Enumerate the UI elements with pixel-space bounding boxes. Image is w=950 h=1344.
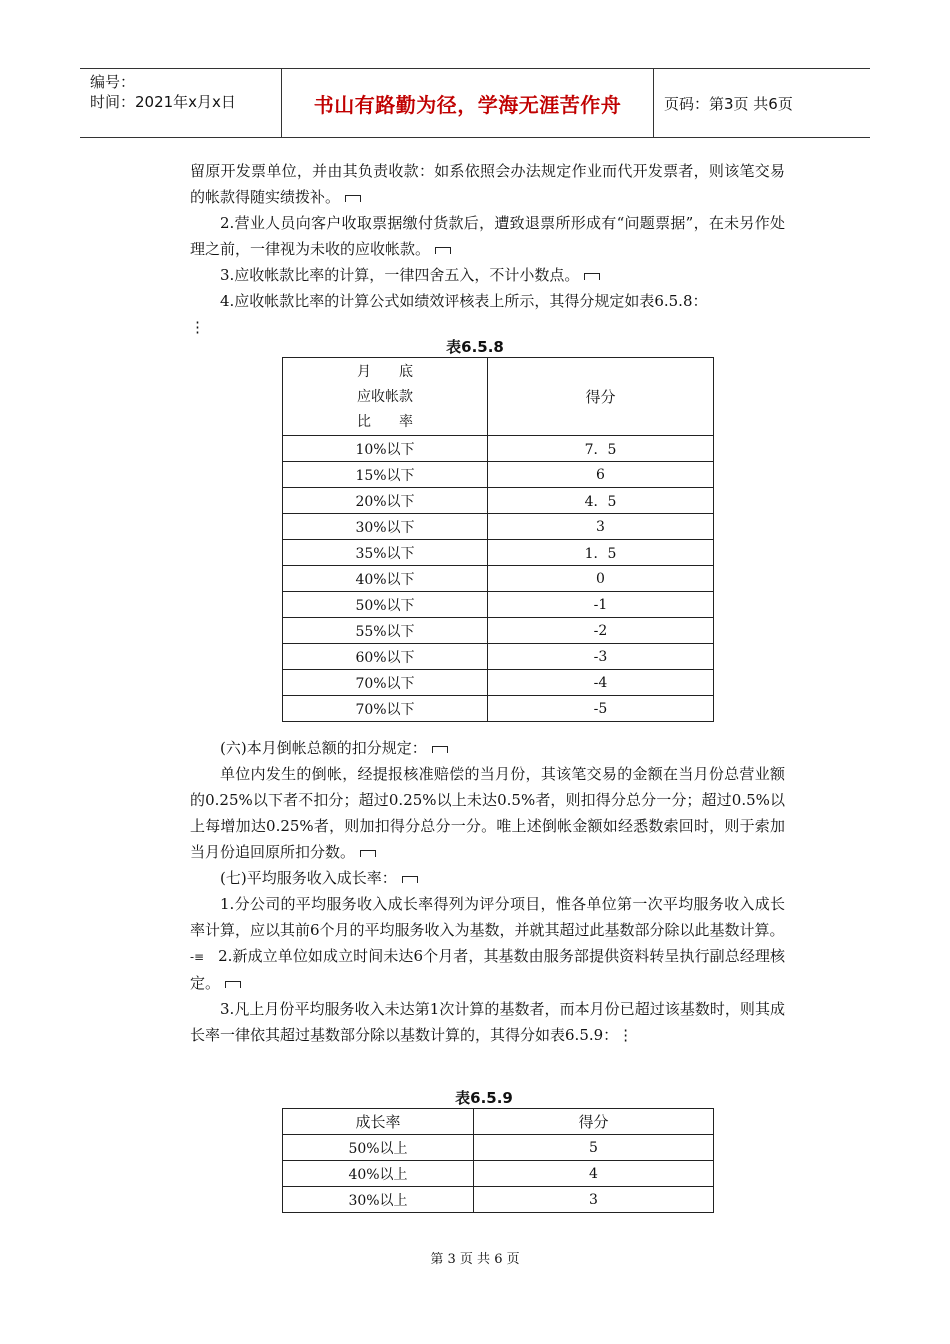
table-cell: 70%以下 — [283, 696, 488, 722]
table-row — [283, 1187, 714, 1213]
table-cell: 6 — [488, 462, 714, 488]
body-mid — [190, 735, 785, 1048]
table-row — [283, 540, 714, 566]
header-line: 比 率 — [357, 414, 413, 430]
score-table-receivables — [282, 357, 714, 722]
table-cell: 35%以下 — [283, 540, 488, 566]
paragraph: 2.营业人员向客户收取票据缴付货款后，遭致退票所形成有“问题票据”，在未另作处理之前，一律视为未收的应收帐款。 — [190, 214, 785, 258]
table-cell: 10%以下 — [283, 436, 488, 462]
table-row — [283, 1161, 714, 1187]
date-label: 时间：2021年x月x日 — [90, 93, 236, 111]
header-page-info: 页码：第3页 共6页 — [664, 94, 793, 113]
return-mark-icon — [435, 247, 451, 254]
body-top — [190, 158, 785, 340]
stray-mark: -≡ — [190, 950, 205, 964]
table-row — [283, 462, 714, 488]
table-row — [283, 514, 714, 540]
table-cell: -4 — [488, 670, 714, 696]
return-mark-icon — [432, 746, 448, 753]
return-mark-icon — [402, 876, 418, 883]
table-cell: 4 — [474, 1161, 714, 1187]
table-cell: -3 — [488, 644, 714, 670]
table-cell: 5 — [474, 1135, 714, 1161]
table-cell: 3 — [474, 1187, 714, 1213]
section-heading: (七)平均服务收入成长率： — [190, 865, 785, 891]
header-line: 月 底 — [357, 364, 413, 380]
table-cell: 60%以下 — [283, 644, 488, 670]
table-row — [283, 1135, 714, 1161]
paragraph: 单位内发生的倒帐，经提报核准赔偿的当月份，其该笔交易的金额在当月份总营业额的0.25%以下者不扣分；超过0.25%以上未达0.5%者，则扣得分总分一分；超过0.5%以上每增加达0.25%者，则加扣得分总分一分。唯上述倒帐金额如经悉数索回时，则于索加当月份追回原所扣分数。 — [190, 765, 785, 861]
table-header-cell: 得分 — [474, 1109, 714, 1135]
table-caption: 表6.5.8 — [446, 338, 504, 356]
colon-mark: ⋮ — [618, 1026, 634, 1044]
table-cell: -1 — [488, 592, 714, 618]
table-cell: 7．5 — [488, 436, 714, 462]
colon-mark: ⋮ — [190, 318, 205, 336]
table-cell: 15%以下 — [283, 462, 488, 488]
score-table-growth — [282, 1108, 714, 1213]
table-cell: 3 — [488, 514, 714, 540]
table-cell: 4．5 — [488, 488, 714, 514]
page-header — [80, 68, 870, 138]
table-header-row — [283, 1109, 714, 1135]
table-cell: 30%以下 — [283, 514, 488, 540]
return-mark-icon — [584, 273, 600, 280]
table-row — [283, 696, 714, 722]
table-cell: 55%以下 — [283, 618, 488, 644]
table-cell: -5 — [488, 696, 714, 722]
return-mark-icon — [360, 850, 376, 857]
table-cell: 40%以上 — [283, 1161, 474, 1187]
table-cell: 0 — [488, 566, 714, 592]
table-row — [283, 644, 714, 670]
table-cell: 70%以下 — [283, 670, 488, 696]
page-footer: 第 3 页 共 6 页 — [430, 1252, 520, 1267]
table-cell: 50%以上 — [283, 1135, 474, 1161]
section-heading: (六)本月倒帐总额的扣分规定： — [190, 735, 785, 761]
table-cell: 50%以下 — [283, 592, 488, 618]
return-mark-icon — [225, 981, 241, 988]
paragraph: 3.应收帐款比率的计算，一律四舍五入，不计小数点。 — [190, 262, 785, 288]
header-meta — [80, 69, 282, 137]
table-header-row — [283, 358, 714, 436]
table-row — [283, 436, 714, 462]
table-row — [283, 618, 714, 644]
table-header-cell — [283, 358, 488, 436]
table-header-cell: 成长率 — [283, 1109, 474, 1135]
table-cell: 1．5 — [488, 540, 714, 566]
table-row — [283, 670, 714, 696]
paragraph: 1.分公司的平均服务收入成长率得列为评分项目，惟各单位第一次平均服务收入成长率计算，应以其前6个月的平均服务收入为基数，并就其超过此基数部分除以此基数计算。 — [190, 895, 785, 939]
header-line: 应收帐款 — [357, 389, 413, 405]
table-header-cell: 得分 — [488, 358, 714, 436]
table-cell: -2 — [488, 618, 714, 644]
header-motto: 书山有路勤为径，学海无涯苦作舟 — [282, 69, 654, 137]
return-mark-icon — [345, 195, 361, 202]
table-row — [283, 566, 714, 592]
code-label: 编号： — [90, 73, 136, 91]
table-row — [283, 488, 714, 514]
paragraph: 3.凡上月份平均服务收入未达第1次计算的基数者，而本月份已超过该基数时，则其成长率一律依其超过基数部分除以基数计算的，其得分如表6.5.9：⋮ — [190, 1000, 785, 1044]
paragraph: 留原开发票单位，并由其负责收款：如系依照会办法规定作业而代开发票者，则该笔交易的帐款得随实绩拨补。 — [190, 162, 785, 206]
table-cell: 20%以下 — [283, 488, 488, 514]
table-caption: 表6.5.9 — [455, 1089, 513, 1107]
paragraph: 4.应收帐款比率的计算公式如绩效评核表上所示，其得分规定如表6.5.8： — [220, 292, 708, 310]
table-cell: 40%以下 — [283, 566, 488, 592]
table-cell: 30%以上 — [283, 1187, 474, 1213]
paragraph: -≡ 2.新成立单位如成立时间未达6个月者，其基数由服务部提供资料转呈执行副总经理核定。 — [190, 947, 785, 992]
table-row — [283, 592, 714, 618]
